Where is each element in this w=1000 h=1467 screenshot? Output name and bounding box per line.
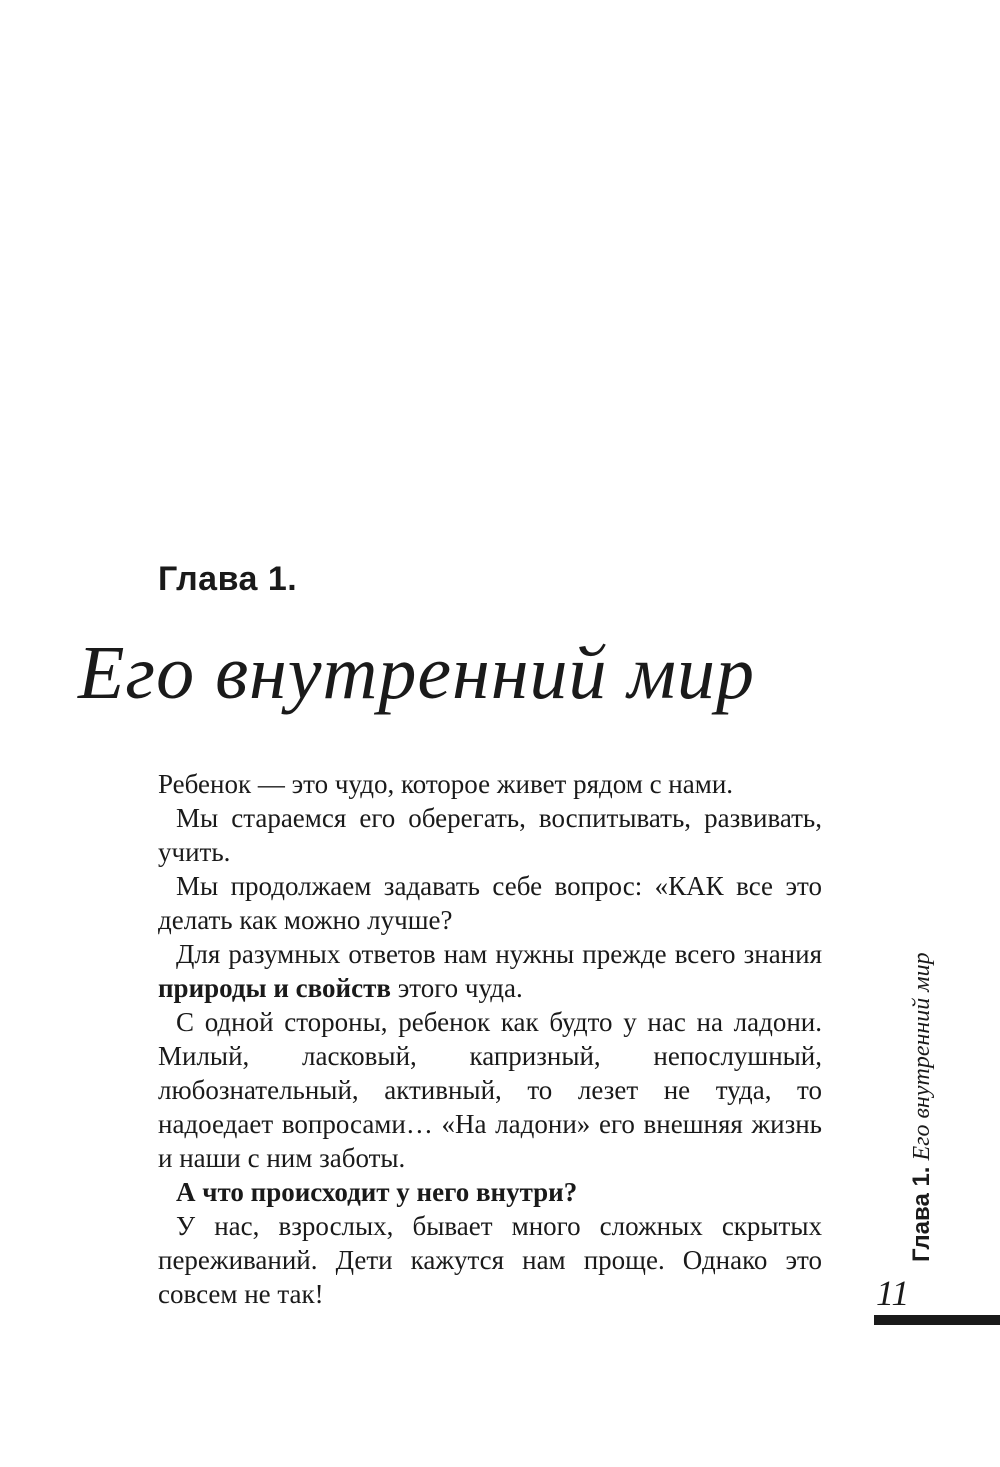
running-head-title: Его внутренний мир	[909, 952, 935, 1167]
running-head	[907, 952, 936, 1262]
paragraph-4	[158, 937, 822, 1005]
page-number: 11	[876, 1273, 910, 1313]
body-text	[158, 767, 822, 1311]
chapter-label: Глава 1.	[158, 560, 298, 598]
paragraph-4-start: Для разумных ответов нам нужны прежде всего знания	[176, 939, 822, 969]
page-number-bar	[874, 1315, 1000, 1325]
paragraph-7: У нас, взрослых, бывает много сложных скрытых переживаний. Дети кажутся нам проще. Однако это совсем не так!	[158, 1211, 822, 1309]
paragraph-6: А что происходит у него внутри?	[176, 1177, 578, 1207]
paragraph-5: С одной стороны, ребенок как будто у нас на ладони. Милый, ласковый, капризный, непослушный, любознательный, активный, то лезет не туда, то надоедает вопросами… «На ладони» его внешняя жизнь и наши с ним заботы.	[158, 1007, 822, 1173]
paragraph-4-emphasis: природы и свойств	[158, 973, 391, 1003]
paragraph-3: Мы продолжаем задавать себе вопрос: «КАК все это делать как можно лучше?	[158, 871, 822, 935]
paragraph-2: Мы стараемся его оберегать, воспитывать, развивать, учить.	[158, 803, 822, 867]
paragraph-1: Ребенок — это чудо, которое живет рядом с нами.	[158, 769, 734, 799]
chapter-title: Его внутренний мир	[78, 631, 756, 715]
paragraph-4-end: этого чуда.	[390, 973, 523, 1003]
running-head-chapter: Глава 1.	[908, 1166, 935, 1262]
